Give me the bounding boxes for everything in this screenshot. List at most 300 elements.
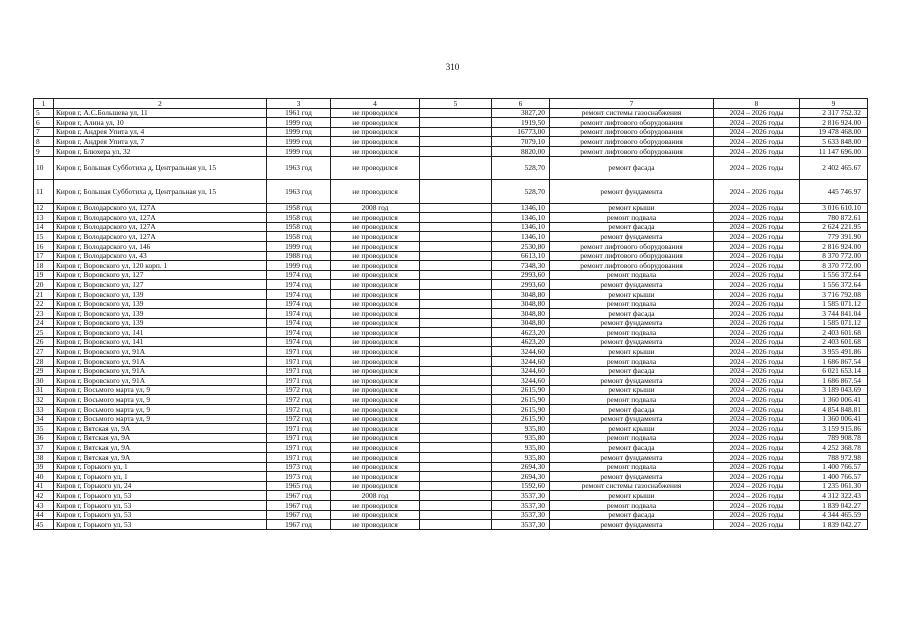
table-row — [34, 280, 868, 290]
last-repair-cell: не проводился — [331, 108, 420, 118]
address-cell: Киров г, Вятская ул, 9А — [54, 433, 267, 443]
work-type-cell: ремонт подвала — [550, 395, 714, 405]
table-row — [34, 414, 868, 424]
table-row — [34, 424, 868, 434]
empty-cell — [420, 318, 492, 328]
address-cell: Киров г, Блюхера ул, 32 — [54, 146, 267, 156]
period-cell: 2024 – 2026 годы — [714, 491, 800, 501]
last-repair-cell: не проводился — [331, 241, 420, 251]
work-type-cell: ремонт подвала — [550, 357, 714, 367]
work-type-cell: ремонт фасада — [550, 309, 714, 319]
area-cell: 935,80 — [492, 424, 550, 434]
row-number-cell: 27 — [34, 347, 54, 357]
empty-cell — [420, 309, 492, 319]
last-repair-cell: не проводился — [331, 414, 420, 424]
area-cell: 3244,60 — [492, 376, 550, 386]
area-cell: 1346,10 — [492, 232, 550, 242]
empty-cell — [420, 472, 492, 482]
cost-cell: 19 478 468.00 — [800, 127, 868, 137]
build-year-cell: 1973 год — [267, 462, 331, 472]
build-year-cell: 1974 год — [267, 328, 331, 338]
address-cell: Киров г, Вятская ул, 9А — [54, 453, 267, 463]
row-number-cell: 39 — [34, 462, 54, 472]
build-year-cell: 1999 год — [267, 127, 331, 137]
cost-cell: 3 159 915.86 — [800, 424, 868, 434]
build-year-cell: 1971 год — [267, 443, 331, 453]
empty-cell — [420, 376, 492, 386]
period-cell: 2024 – 2026 годы — [714, 385, 800, 395]
work-type-cell: ремонт фундамента — [550, 453, 714, 463]
area-cell: 2615,90 — [492, 395, 550, 405]
last-repair-cell: 2008 год — [331, 203, 420, 213]
work-type-cell: ремонт крыши — [550, 491, 714, 501]
work-type-cell: ремонт фундамента — [550, 376, 714, 386]
last-repair-cell: не проводился — [331, 405, 420, 415]
table-row — [34, 520, 868, 530]
cost-cell: 1 686 867.54 — [800, 376, 868, 386]
address-cell: Киров г, Воровского ул, 141 — [54, 328, 267, 338]
header-cell: 8 — [714, 99, 800, 109]
empty-cell — [420, 395, 492, 405]
row-number-cell: 40 — [34, 472, 54, 482]
row-number-cell: 19 — [34, 270, 54, 280]
cost-cell: 1 556 372.64 — [800, 270, 868, 280]
cost-cell: 779 391.90 — [800, 232, 868, 242]
address-cell: Киров г, Воровского ул, 91А — [54, 376, 267, 386]
cost-cell: 788 972.98 — [800, 453, 868, 463]
cost-cell: 2 624 221.95 — [800, 222, 868, 232]
area-cell: 3244,60 — [492, 357, 550, 367]
last-repair-cell: не проводился — [331, 118, 420, 128]
address-cell: Киров г, Горького ул, 24 — [54, 481, 267, 491]
period-cell: 2024 – 2026 годы — [714, 203, 800, 213]
area-cell: 1592,60 — [492, 481, 550, 491]
build-year-cell: 1967 год — [267, 500, 331, 510]
table-row — [34, 289, 868, 299]
area-cell: 2615,90 — [492, 385, 550, 395]
table-row — [34, 241, 868, 251]
row-number-cell: 26 — [34, 337, 54, 347]
row-number-cell: 11 — [34, 180, 54, 204]
row-number-cell: 15 — [34, 232, 54, 242]
empty-cell — [420, 280, 492, 290]
build-year-cell: 1974 год — [267, 280, 331, 290]
table-row — [34, 510, 868, 520]
table-row — [34, 433, 868, 443]
repair-schedule-table — [33, 98, 868, 530]
row-number-cell: 13 — [34, 213, 54, 223]
period-cell: 2024 – 2026 годы — [714, 222, 800, 232]
last-repair-cell: не проводился — [331, 180, 420, 204]
empty-cell — [420, 328, 492, 338]
period-cell: 2024 – 2026 годы — [714, 156, 800, 180]
cost-cell: 8 370 772.00 — [800, 251, 868, 261]
last-repair-cell: не проводился — [331, 213, 420, 223]
address-cell: Киров г, Восьмого марта ул, 9 — [54, 414, 267, 424]
area-cell: 935,80 — [492, 453, 550, 463]
address-cell: Киров г, Андрея Упита ул, 4 — [54, 127, 267, 137]
build-year-cell: 1963 год — [267, 156, 331, 180]
cost-cell: 1 585 071.12 — [800, 318, 868, 328]
period-cell: 2024 – 2026 годы — [714, 481, 800, 491]
last-repair-cell: не проводился — [331, 453, 420, 463]
cost-cell: 1 400 766.57 — [800, 462, 868, 472]
empty-cell — [420, 414, 492, 424]
table-row — [34, 481, 868, 491]
period-cell: 2024 – 2026 годы — [714, 232, 800, 242]
work-type-cell: ремонт фундамента — [550, 180, 714, 204]
row-number-cell: 35 — [34, 424, 54, 434]
row-number-cell: 9 — [34, 146, 54, 156]
last-repair-cell: не проводился — [331, 251, 420, 261]
row-number-cell: 43 — [34, 500, 54, 510]
last-repair-cell: не проводился — [331, 232, 420, 242]
table-row — [34, 453, 868, 463]
area-cell: 1346,10 — [492, 222, 550, 232]
address-cell: Киров г, Воровского ул, 139 — [54, 309, 267, 319]
cost-cell: 2 816 924.00 — [800, 118, 868, 128]
work-type-cell: ремонт крыши — [550, 424, 714, 434]
empty-cell — [420, 156, 492, 180]
table-row — [34, 180, 868, 204]
area-cell: 3827,20 — [492, 108, 550, 118]
period-cell: 2024 – 2026 годы — [714, 500, 800, 510]
table-row — [34, 462, 868, 472]
address-cell: Киров г, Воровского ул, 127 — [54, 270, 267, 280]
table-row — [34, 405, 868, 415]
build-year-cell: 1971 год — [267, 433, 331, 443]
address-cell: Киров г, Горького ул, 53 — [54, 510, 267, 520]
address-cell: Киров г, Восьмого марта ул, 9 — [54, 405, 267, 415]
last-repair-cell: не проводился — [331, 472, 420, 482]
cost-cell: 1 235 061.30 — [800, 481, 868, 491]
row-number-cell: 24 — [34, 318, 54, 328]
area-cell: 3048,80 — [492, 309, 550, 319]
empty-cell — [420, 433, 492, 443]
build-year-cell: 1972 год — [267, 405, 331, 415]
area-cell: 3048,80 — [492, 299, 550, 309]
table-row — [34, 347, 868, 357]
cost-cell: 3 716 792.08 — [800, 289, 868, 299]
row-number-cell: 42 — [34, 491, 54, 501]
work-type-cell: ремонт фасада — [550, 222, 714, 232]
header-cell: 3 — [267, 99, 331, 109]
work-type-cell: ремонт подвала — [550, 328, 714, 338]
area-cell: 1346,10 — [492, 213, 550, 223]
last-repair-cell: не проводился — [331, 261, 420, 271]
last-repair-cell: не проводился — [331, 347, 420, 357]
row-number-cell: 37 — [34, 443, 54, 453]
empty-cell — [420, 337, 492, 347]
work-type-cell: ремонт лифтового оборудования — [550, 261, 714, 271]
period-cell: 2024 – 2026 годы — [714, 118, 800, 128]
work-type-cell: ремонт фундамента — [550, 337, 714, 347]
build-year-cell: 1999 год — [267, 137, 331, 147]
last-repair-cell: не проводился — [331, 222, 420, 232]
empty-cell — [420, 261, 492, 271]
row-number-cell: 28 — [34, 357, 54, 367]
table-row — [34, 395, 868, 405]
row-number-cell: 10 — [34, 156, 54, 180]
cost-cell: 445 746.97 — [800, 180, 868, 204]
empty-cell — [420, 491, 492, 501]
cost-cell: 4 344 465.59 — [800, 510, 868, 520]
period-cell: 2024 – 2026 годы — [714, 414, 800, 424]
empty-cell — [420, 241, 492, 251]
period-cell: 2024 – 2026 годы — [714, 261, 800, 271]
last-repair-cell: не проводился — [331, 510, 420, 520]
table-row — [34, 127, 868, 137]
area-cell: 7348,30 — [492, 261, 550, 271]
last-repair-cell: не проводился — [331, 385, 420, 395]
address-cell: Киров г, Алина ул, 10 — [54, 118, 267, 128]
empty-cell — [420, 180, 492, 204]
period-cell: 2024 – 2026 годы — [714, 270, 800, 280]
empty-cell — [420, 251, 492, 261]
empty-cell — [420, 443, 492, 453]
area-cell: 3537,30 — [492, 520, 550, 530]
last-repair-cell: не проводился — [331, 137, 420, 147]
build-year-cell: 1999 год — [267, 261, 331, 271]
work-type-cell: ремонт подвала — [550, 270, 714, 280]
last-repair-cell: не проводился — [331, 270, 420, 280]
build-year-cell: 1958 год — [267, 213, 331, 223]
work-type-cell: ремонт лифтового оборудования — [550, 127, 714, 137]
last-repair-cell: не проводился — [331, 462, 420, 472]
period-cell: 2024 – 2026 годы — [714, 137, 800, 147]
last-repair-cell: не проводился — [331, 280, 420, 290]
area-cell: 3244,60 — [492, 366, 550, 376]
header-cell: 9 — [800, 99, 868, 109]
address-cell: Киров г, Володарского ул, 127А — [54, 222, 267, 232]
row-number-cell: 6 — [34, 118, 54, 128]
empty-cell — [420, 203, 492, 213]
period-cell: 2024 – 2026 годы — [714, 108, 800, 118]
area-cell: 2615,90 — [492, 405, 550, 415]
area-cell: 4623,20 — [492, 337, 550, 347]
area-cell: 8820,00 — [492, 146, 550, 156]
build-year-cell: 1999 год — [267, 146, 331, 156]
empty-cell — [420, 213, 492, 223]
table-row — [34, 156, 868, 180]
last-repair-cell: не проводился — [331, 395, 420, 405]
empty-cell — [420, 424, 492, 434]
row-number-cell: 36 — [34, 433, 54, 443]
area-cell: 2530,80 — [492, 241, 550, 251]
row-number-cell: 12 — [34, 203, 54, 213]
empty-cell — [420, 510, 492, 520]
address-cell: Киров г, Горького ул, 1 — [54, 472, 267, 482]
empty-cell — [420, 500, 492, 510]
work-type-cell: ремонт крыши — [550, 289, 714, 299]
period-cell: 2024 – 2026 годы — [714, 347, 800, 357]
period-cell: 2024 – 2026 годы — [714, 146, 800, 156]
table-body — [34, 108, 868, 529]
address-cell: Киров г, Горького ул, 53 — [54, 500, 267, 510]
area-cell: 528,70 — [492, 156, 550, 180]
last-repair-cell: 2008 год — [331, 491, 420, 501]
cost-cell: 1 839 042.27 — [800, 500, 868, 510]
build-year-cell: 1965 год — [267, 481, 331, 491]
address-cell: Киров г, Восьмого марта ул, 9 — [54, 385, 267, 395]
period-cell: 2024 – 2026 годы — [714, 127, 800, 137]
build-year-cell: 1971 год — [267, 347, 331, 357]
work-type-cell: ремонт системы газоснабжения — [550, 108, 714, 118]
area-cell: 935,80 — [492, 443, 550, 453]
work-type-cell: ремонт фасада — [550, 443, 714, 453]
build-year-cell: 1974 год — [267, 299, 331, 309]
last-repair-cell: не проводился — [331, 289, 420, 299]
work-type-cell: ремонт фасада — [550, 366, 714, 376]
table-row — [34, 232, 868, 242]
work-type-cell: ремонт подвала — [550, 299, 714, 309]
work-type-cell: ремонт подвала — [550, 213, 714, 223]
table-row — [34, 385, 868, 395]
address-cell: Киров г, Горького ул, 53 — [54, 491, 267, 501]
header-cell: 1 — [34, 99, 54, 109]
empty-cell — [420, 385, 492, 395]
cost-cell: 1 400 766.57 — [800, 472, 868, 482]
build-year-cell: 1958 год — [267, 222, 331, 232]
address-cell: Киров г, Большая Субботиха д, Центральная ул, 15 — [54, 156, 267, 180]
area-cell: 2993,60 — [492, 270, 550, 280]
cost-cell: 6 021 653.14 — [800, 366, 868, 376]
cost-cell: 2 317 752.32 — [800, 108, 868, 118]
empty-cell — [420, 232, 492, 242]
period-cell: 2024 – 2026 годы — [714, 424, 800, 434]
header-cell: 4 — [331, 99, 420, 109]
work-type-cell: ремонт лифтового оборудования — [550, 241, 714, 251]
address-cell: Киров г, Вятская ул, 9А — [54, 424, 267, 434]
build-year-cell: 1971 год — [267, 376, 331, 386]
last-repair-cell: не проводился — [331, 299, 420, 309]
period-cell: 2024 – 2026 годы — [714, 453, 800, 463]
address-cell: Киров г, Воровского ул, 91А — [54, 357, 267, 367]
empty-cell — [420, 289, 492, 299]
build-year-cell: 1971 год — [267, 453, 331, 463]
row-number-cell: 30 — [34, 376, 54, 386]
cost-cell: 1 556 372.64 — [800, 280, 868, 290]
period-cell: 2024 – 2026 годы — [714, 180, 800, 204]
work-type-cell: ремонт крыши — [550, 203, 714, 213]
row-number-cell: 17 — [34, 251, 54, 261]
empty-cell — [420, 357, 492, 367]
build-year-cell: 1999 год — [267, 241, 331, 251]
last-repair-cell: не проводился — [331, 366, 420, 376]
address-cell: Киров г, Воровского ул, 139 — [54, 299, 267, 309]
table-row — [34, 318, 868, 328]
row-number-cell: 38 — [34, 453, 54, 463]
area-cell: 3537,30 — [492, 491, 550, 501]
build-year-cell: 1974 год — [267, 318, 331, 328]
period-cell: 2024 – 2026 годы — [714, 376, 800, 386]
area-cell: 3244,60 — [492, 347, 550, 357]
table-row — [34, 357, 868, 367]
work-type-cell: ремонт подвала — [550, 462, 714, 472]
table-row — [34, 203, 868, 213]
cost-cell: 3 744 841.04 — [800, 309, 868, 319]
work-type-cell: ремонт крыши — [550, 347, 714, 357]
build-year-cell: 1974 год — [267, 270, 331, 280]
row-number-cell: 5 — [34, 108, 54, 118]
cost-cell: 5 633 848.00 — [800, 137, 868, 147]
area-cell: 7079,10 — [492, 137, 550, 147]
row-number-cell: 16 — [34, 241, 54, 251]
address-cell: Киров г, Вятская ул, 9А — [54, 443, 267, 453]
work-type-cell: ремонт лифтового оборудования — [550, 251, 714, 261]
period-cell: 2024 – 2026 годы — [714, 472, 800, 482]
header-cell: 2 — [54, 99, 267, 109]
empty-cell — [420, 347, 492, 357]
table-row — [34, 251, 868, 261]
period-cell: 2024 – 2026 годы — [714, 309, 800, 319]
empty-cell — [420, 481, 492, 491]
area-cell: 3048,80 — [492, 318, 550, 328]
table-row — [34, 472, 868, 482]
area-cell: 2694,30 — [492, 462, 550, 472]
period-cell: 2024 – 2026 годы — [714, 299, 800, 309]
table-row — [34, 261, 868, 271]
cost-cell: 789 908.78 — [800, 433, 868, 443]
period-cell: 2024 – 2026 годы — [714, 366, 800, 376]
build-year-cell: 1971 год — [267, 424, 331, 434]
page-number: 310 — [445, 62, 460, 72]
area-cell: 16773,00 — [492, 127, 550, 137]
build-year-cell: 1974 год — [267, 289, 331, 299]
work-type-cell: ремонт подвала — [550, 433, 714, 443]
period-cell: 2024 – 2026 годы — [714, 510, 800, 520]
period-cell: 2024 – 2026 годы — [714, 357, 800, 367]
work-type-cell: ремонт крыши — [550, 385, 714, 395]
cost-cell: 2 402 465.67 — [800, 156, 868, 180]
build-year-cell: 1967 год — [267, 510, 331, 520]
build-year-cell: 1971 год — [267, 366, 331, 376]
last-repair-cell: не проводился — [331, 500, 420, 510]
table-row — [34, 270, 868, 280]
table-row — [34, 118, 868, 128]
period-cell: 2024 – 2026 годы — [714, 405, 800, 415]
empty-cell — [420, 366, 492, 376]
row-number-cell: 14 — [34, 222, 54, 232]
cost-cell: 3 189 043.69 — [800, 385, 868, 395]
cost-cell: 2 403 601.68 — [800, 328, 868, 338]
table-row — [34, 376, 868, 386]
row-number-cell: 8 — [34, 137, 54, 147]
table-row — [34, 328, 868, 338]
period-cell: 2024 – 2026 годы — [714, 433, 800, 443]
cost-cell: 8 370 772.00 — [800, 261, 868, 271]
work-type-cell: ремонт фундамента — [550, 414, 714, 424]
row-number-cell: 41 — [34, 481, 54, 491]
empty-cell — [420, 108, 492, 118]
table-row — [34, 443, 868, 453]
last-repair-cell: не проводился — [331, 156, 420, 180]
period-cell: 2024 – 2026 годы — [714, 213, 800, 223]
empty-cell — [420, 137, 492, 147]
address-cell: Киров г, Горького ул, 1 — [54, 462, 267, 472]
area-cell: 2615,90 — [492, 414, 550, 424]
area-cell: 3048,80 — [492, 289, 550, 299]
build-year-cell: 1961 год — [267, 108, 331, 118]
work-type-cell: ремонт подвала — [550, 500, 714, 510]
area-cell: 1919,50 — [492, 118, 550, 128]
build-year-cell: 1967 год — [267, 491, 331, 501]
address-cell: Киров г, Восьмого марта ул, 9 — [54, 395, 267, 405]
last-repair-cell: не проводился — [331, 309, 420, 319]
address-cell: Киров г, Воровского ул, 91А — [54, 366, 267, 376]
period-cell: 2024 – 2026 годы — [714, 395, 800, 405]
build-year-cell: 1972 год — [267, 385, 331, 395]
